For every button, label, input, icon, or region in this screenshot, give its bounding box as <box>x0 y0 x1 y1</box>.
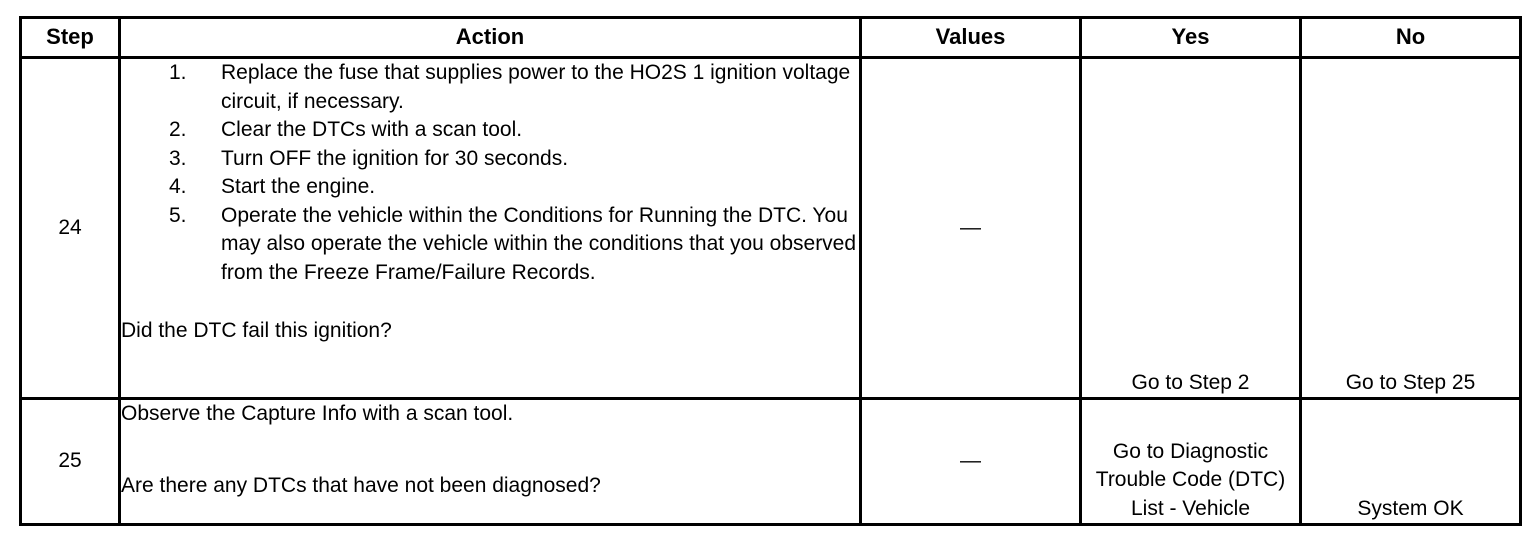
list-item <box>169 59 859 116</box>
header-yes: Yes <box>1081 18 1301 58</box>
header-no: No <box>1301 18 1521 58</box>
yes-cell: Go to Diagnostic Trouble Code (DTC) List - Vehicle <box>1081 399 1301 525</box>
action-cell <box>120 58 861 399</box>
yes-cell: Go to Step 2 <box>1081 58 1301 399</box>
list-item-number: 3. <box>169 146 187 170</box>
question-text: Did the DTC fail this ignition? <box>121 319 392 342</box>
values-cell: — <box>861 399 1081 525</box>
list-item <box>169 145 859 174</box>
list-item-text: Operate the vehicle within the Conditions for Running the DTC. You may also operate the vehicle within the conditions that you observed from the Freeze Frame/Failure Records. <box>221 203 857 284</box>
list-item <box>169 202 859 288</box>
list-item <box>169 173 859 202</box>
list-item-text: Start the engine. <box>221 175 376 198</box>
list-item-text: Replace the fuse that supplies power to the HO2S 1 ignition voltage circuit, if necessary. <box>221 61 851 113</box>
list-item-number: 1. <box>169 61 187 84</box>
no-cell: Go to Step 25 <box>1301 58 1521 399</box>
no-cell: System OK <box>1301 399 1521 525</box>
header-step: Step <box>21 18 120 58</box>
action-steps-list <box>121 59 859 287</box>
header-row <box>21 18 1521 58</box>
table-row-step-25 <box>21 399 1521 525</box>
table-row-step-24 <box>21 58 1521 399</box>
list-item-number: 4. <box>169 175 187 198</box>
list-item-number: 2. <box>169 118 187 141</box>
list-item <box>169 116 859 145</box>
list-item-text: Turn OFF the ignition for 30 seconds. <box>221 146 569 170</box>
values-cell: — <box>861 58 1081 399</box>
question-text: Are there any DTCs that have not been diagnosed? <box>121 473 601 497</box>
diagnostic-table <box>19 16 1522 526</box>
step-number: 24 <box>21 58 120 399</box>
list-item-number: 5. <box>169 203 187 227</box>
header-action: Action <box>120 18 861 58</box>
header-values: Values <box>861 18 1081 58</box>
instruction-text: Observe the Capture Info with a scan tool. <box>121 402 514 425</box>
step-number: 25 <box>21 399 120 525</box>
action-cell <box>120 399 861 525</box>
list-item-text: Clear the DTCs with a scan tool. <box>221 118 523 141</box>
